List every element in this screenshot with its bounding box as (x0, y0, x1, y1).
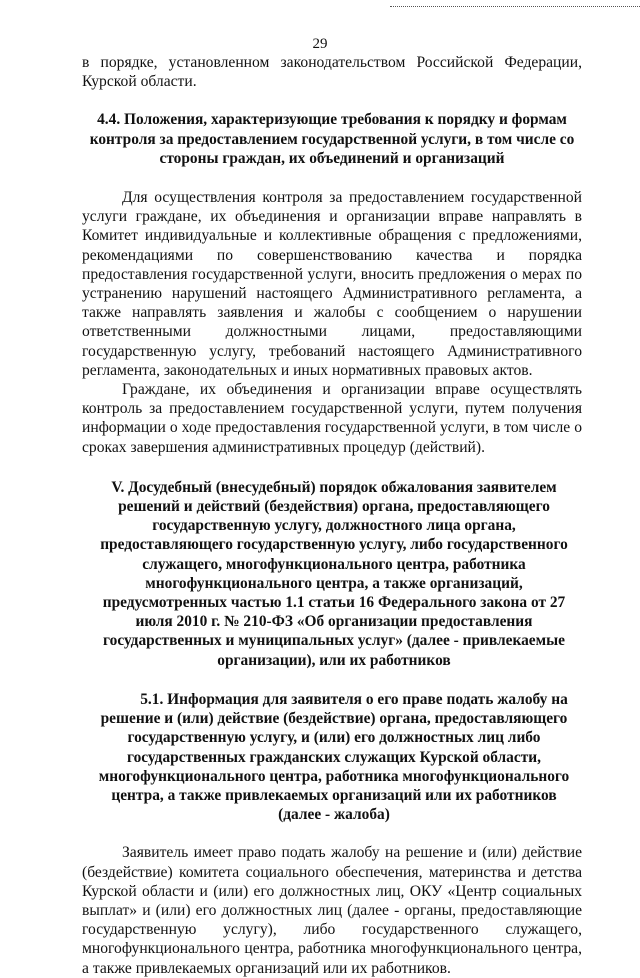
section-4-4-paragraph-1: Для осуществления контроля за предоставлением государственной услуги граждане, их объединения и организации вправе направлять в Комитет индивидуальные и коллективные обращения с предложениями, рекомендациями по совершенствованию качества и порядка предоставления государственной услуги, вносить предложения о мерах по устранению нарушений настоящего Административного регламента, а также направлять заявления и жалобы с сообщением о нарушении ответственными должностными лицами, предоставляющими государственную услугу, требований настоящего Административного регламента, законодательных и иных нормативных правовых актов. (82, 189, 582, 379)
document-body (82, 53, 582, 978)
section-4-4-paragraph-2: Граждане, их объединения и организации вправе осуществлять контроль за предоставлением государственной услуги, путем получения информации о ходе предоставления государственной услуги, в том числе о сроках завершения административных процедур (действий). (82, 381, 582, 456)
page-top-edge-mark (390, 0, 640, 7)
page-number: 29 (312, 36, 328, 52)
section-4-4-heading: 4.4. Положения, характеризующие требования к порядку и формам контроля за предоставлением государственной услуги, в том числе со стороны граждан, их объединений и организаций (89, 111, 575, 167)
section-5-1-heading (82, 690, 582, 824)
section-5-1-heading-line-1: 5.1. Информация для заявителя о его праве подать жалобу на (140, 690, 568, 708)
section-v-heading: V. Досудебный (внесудебный) порядок обжалования заявителем решений и действий (бездействия) органа, предоставляющего государственную услугу, должностного лица органа, предоставляющего государственную услугу, либо государственного служащего, многофункционального центра, работника многофункционального центра, а также организаций, предусмотренных частью 1.1 статьи 16 Федерального закона от 27 июля 2010 г. № 210-ФЗ «Об организации предоставления государственных и муниципальных услуг» (далее - привлекаемые организации), или их работников (100, 478, 568, 669)
section-5-1-heading-rest: решение и (или) действие (бездействие) органа, предоставляющего государственную услугу, и (или) его должностных лиц либо государственных гражданских служащих Курской области, многофункционального центра, работника многофункционального центра, а также привлекаемых организаций или их работников (далее - жалоба) (98, 710, 570, 824)
intro-paragraph: в порядке, установленном законодательством Российской Федерации, Курской области. (82, 54, 582, 91)
section-5-1-paragraph-1: Заявитель имеет право подать жалобу на решение и (или) действие (бездействие) комитета социального обеспечения, материнства и детства Курской области и (или) его должностных лиц, ОКУ «Центр социальных выплат» и (или) его должностных лиц (далее - органы, предоставляющие государственную услугу), либо государственного служащего, многофункционального центра, работника многофункционального центра, а также привлекаемых организаций или их работников. (82, 844, 582, 977)
